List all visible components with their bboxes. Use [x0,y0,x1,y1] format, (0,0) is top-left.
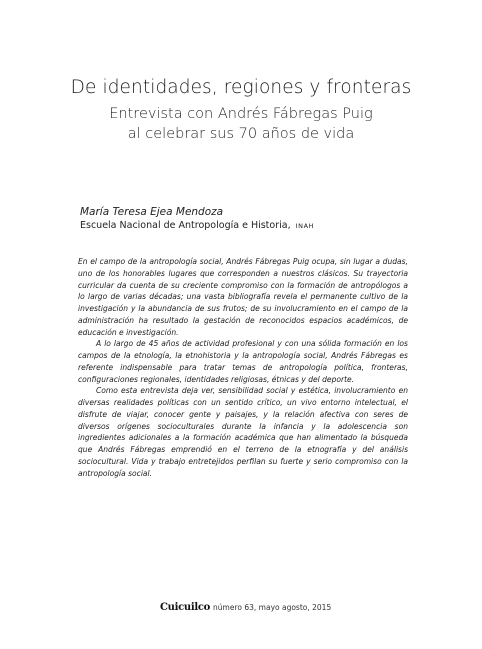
article-subtitle-line-1: Entrevista con Andrés Fábregas Puig [109,106,373,122]
title-block [40,76,442,144]
abstract-body [78,256,408,479]
article-subtitle-line-2: al celebrar sus 70 años de vida [127,126,355,142]
author-affiliation [80,219,420,233]
paragraph-2: A lo largo de 45 años de actividad profesional y con una sólida formación en los campos de la etnología, la etnohistoria y la antropología social, Andrés Fábregas es referente indispensable para tratar temas de antropología política, fronteras, configuraciones regionales, identidades religiosas, étnicas y del deporte. [78,339,408,384]
author-name: María Teresa Ejea Mendoza [80,206,224,218]
journal-logo: Cuicuilco [160,602,211,613]
article-title: De identidades, regiones y fronteras [70,77,412,98]
author-block [80,205,420,233]
affiliation-abbrev: INAH [295,222,315,230]
issue-info: número 63, mayo agosto, 2015 [213,603,332,612]
page-footer [160,602,360,613]
paragraph-1: En el campo de la antropología social, Andrés Fábregas Puig ocupa, sin lugar a dudas, uno de los honorables lugares que corresponden a nuestros clásicos. Su trayectoria curricular da cuenta de su creciente compromiso con la formación de antropólogos a lo largo de varias décadas; una vasta bibliografía revela el permanente cultivo de la investigación y la abundancia de sus frutos; de su involucramiento en el campo de la administración ha resultado la gestación de reconocidos espacios académicos, de educación e investigación. [78,257,408,337]
paragraph-3: Como esta entrevista deja ver, sensibilidad social y estética, involucramiento en diversas realidades políticas con un sentido crítico, un vivo entorno intelectual, el disfrute de viajar, conocer gente y paisajes, y la relación afectiva con seres de diversos orígenes socioculturales durante la infancia y la adolescencia son ingredientes adicionales a la formación académica que han alimentado la búsqueda que Andrés Fábregas emprendió en el terreno de la etnografía y del análisis sociocultural. Vida y trabajo entretejidos perfilan su fuerte y serio compromiso con la antropología social. [78,386,408,478]
affiliation-text: Escuela Nacional de Antropología e Historia, [80,220,291,231]
